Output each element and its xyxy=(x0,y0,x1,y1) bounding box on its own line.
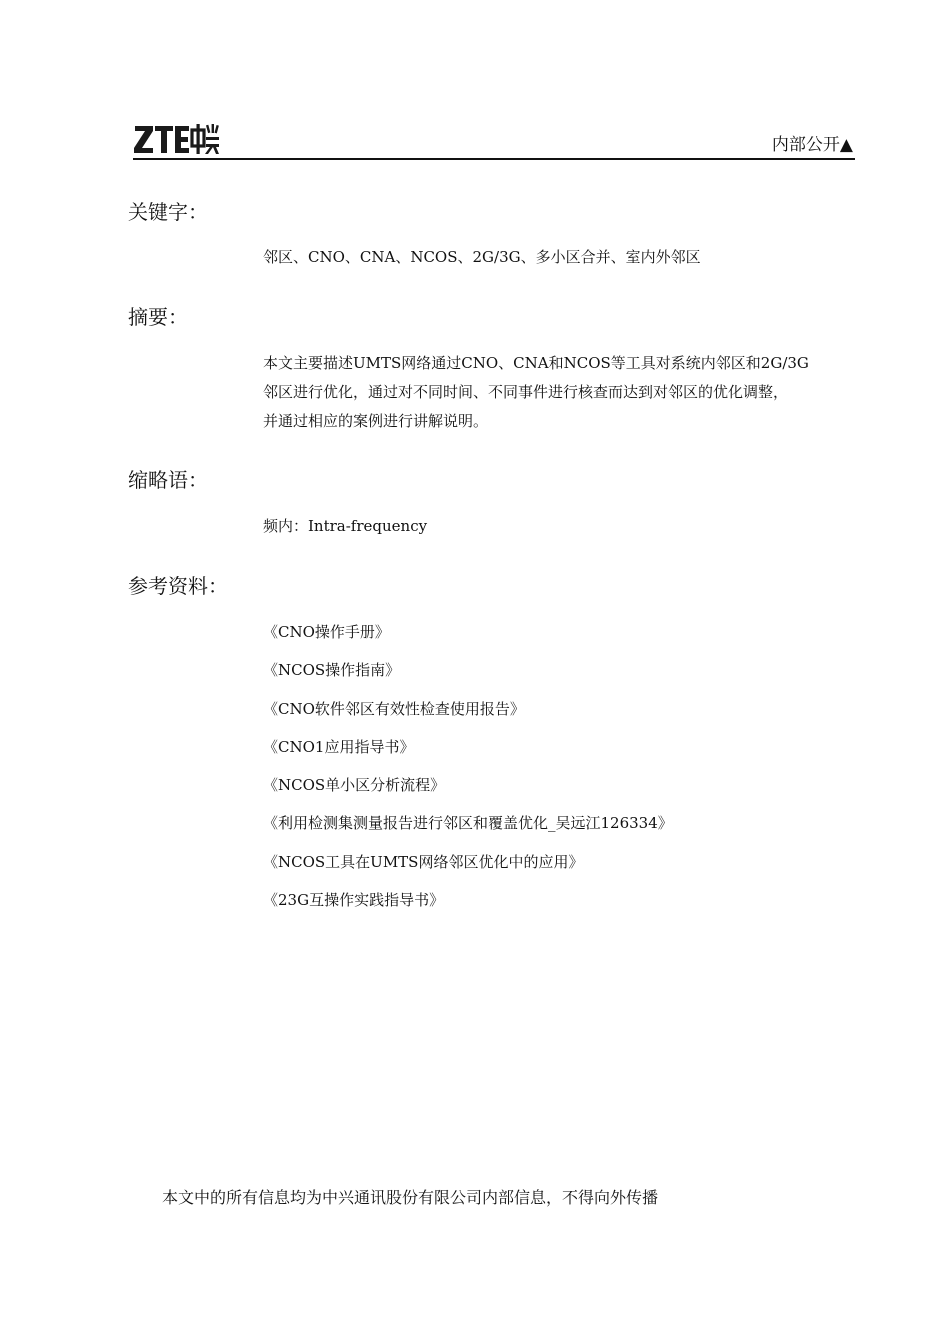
abstract-title: 摘要： xyxy=(128,305,188,329)
reference-item: 《CNO软件邻区有效性检查使用报告》 xyxy=(263,699,525,718)
reference-item: 《利用检测集测量报告进行邻区和覆盖优化_吴远江126334》 xyxy=(263,814,673,833)
page-header xyxy=(133,118,855,160)
reference-item: 《CNO1应用指导书》 xyxy=(263,737,415,756)
references-title: 参考资料： xyxy=(128,574,228,598)
reference-item: 《NCOS工具在UMTS网络邻区优化中的应用》 xyxy=(263,852,584,871)
header-divider xyxy=(133,158,855,160)
keywords-content: 邻区、CNO、CNA、NCOS、2G/3G、多小区合并、室内外邻区 xyxy=(263,248,701,266)
reference-item: 《NCOS单小区分析流程》 xyxy=(263,776,446,795)
abstract-line: 邻区进行优化，通过对不同时间、不同事件进行核查而达到对邻区的优化调整， xyxy=(263,383,789,401)
abbreviations-content: 频内：Intra-frequency xyxy=(263,517,428,535)
reference-item: 《CNO操作手册》 xyxy=(263,623,390,641)
confidentiality-notice: 本文中的所有信息均为中兴通讯股份有限公司内部信息，不得向外传播 xyxy=(162,1188,659,1207)
abstract-content xyxy=(263,349,855,436)
abstract-line: 并通过相应的案例进行讲解说明。 xyxy=(263,412,489,430)
classification-label: 内部公开▲ xyxy=(771,135,853,155)
abstract-line: 本文主要描述UMTS网络通过CNO、CNA和NCOS等工具对系统内邻区和2G/3G xyxy=(263,354,809,372)
zte-logo xyxy=(133,122,219,156)
references-list xyxy=(263,618,855,924)
reference-item: 《NCOS操作指南》 xyxy=(263,661,401,680)
zte-logo-mark xyxy=(133,122,219,156)
keywords-title: 关键字： xyxy=(128,200,208,224)
abbreviations-title: 缩略语： xyxy=(128,468,208,492)
reference-item: 《23G互操作实践指导书》 xyxy=(263,891,445,910)
